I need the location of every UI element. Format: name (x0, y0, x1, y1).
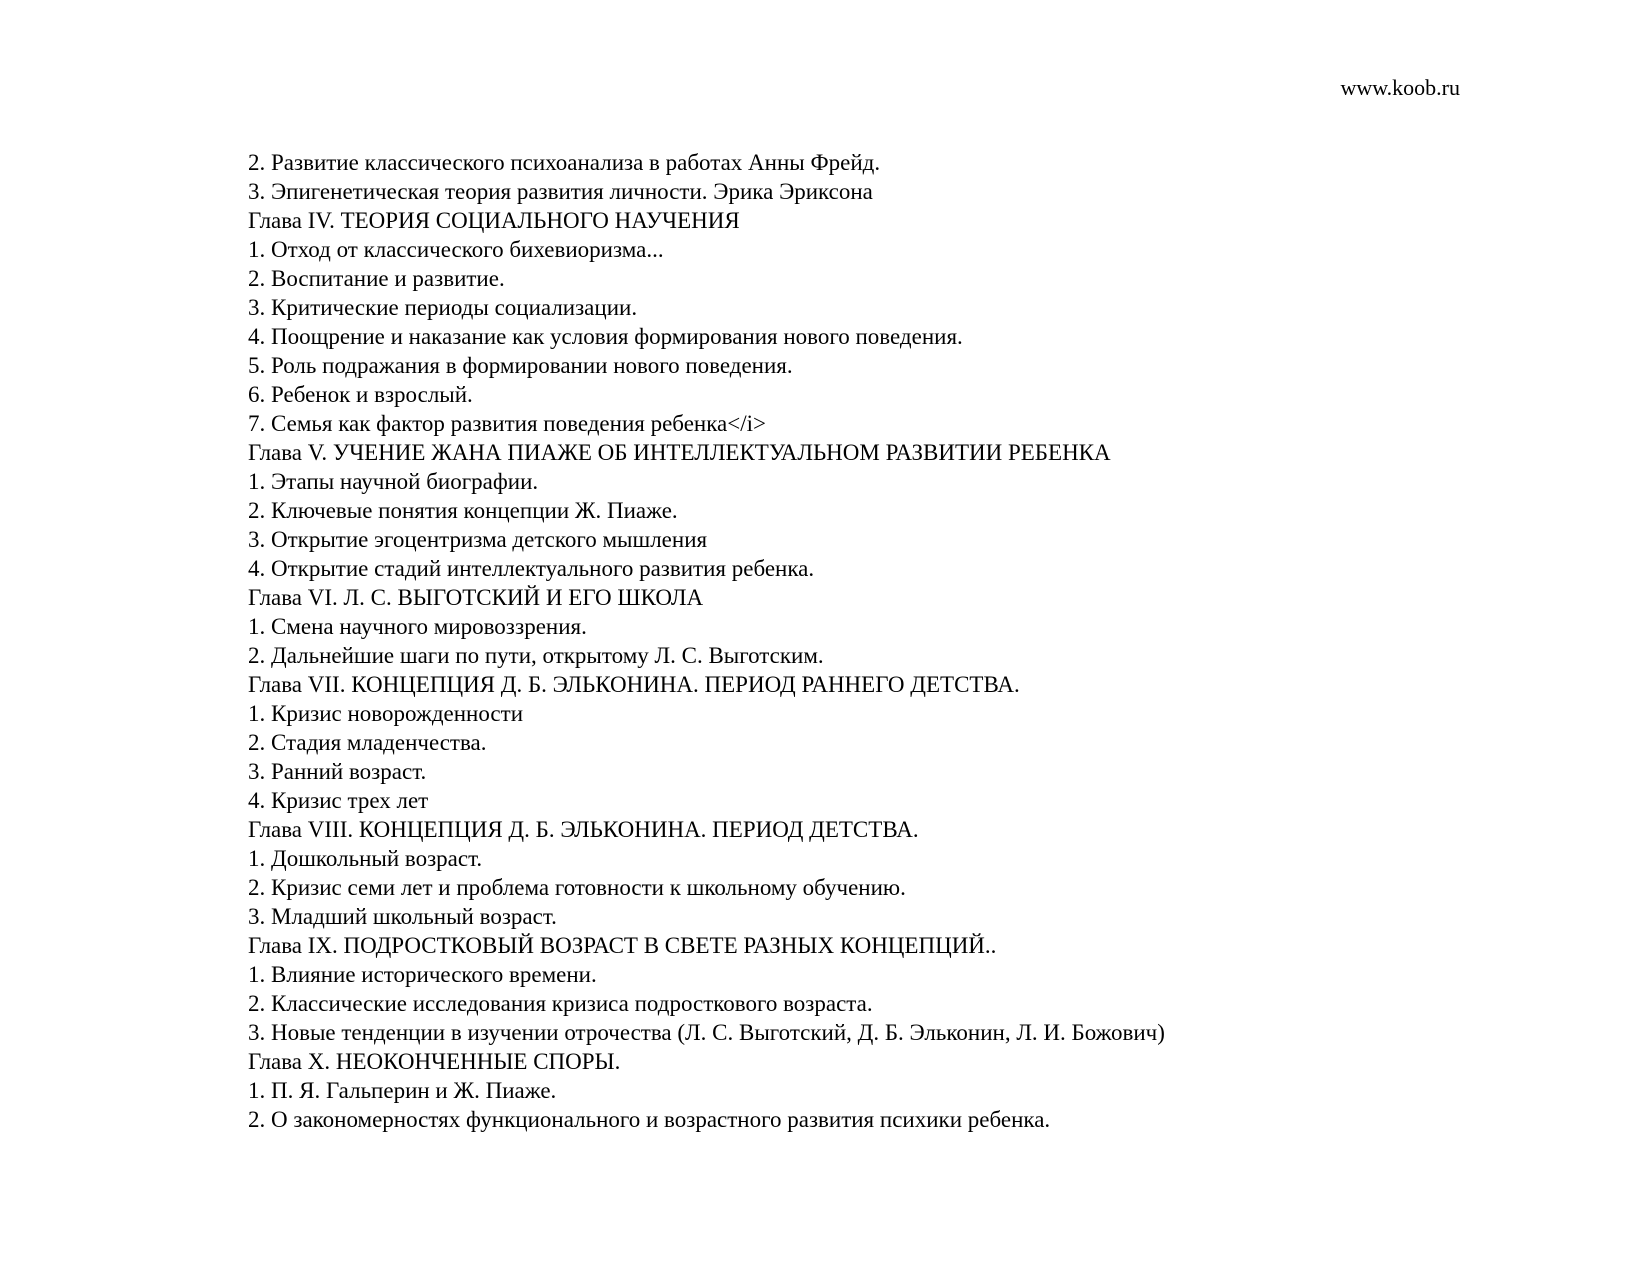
toc-chapter-heading: Глава VI. Л. С. ВЫГОТСКИЙ И ЕГО ШКОЛА (248, 585, 704, 610)
toc-chapter-heading: Глава IV. ТЕОРИЯ СОЦИАЛЬНОГО НАУЧЕНИЯ (248, 208, 740, 233)
toc-line: 1. Этапы научной биографии. (248, 469, 539, 494)
toc-line: 6. Ребенок и взрослый. (248, 382, 473, 407)
toc-line: 1. Отход от классического бихевиоризма... (248, 237, 664, 262)
toc-line: 2. Ключевые понятия концепции Ж. Пиаже. (248, 498, 678, 523)
toc-line: 2. Кризис семи лет и проблема готовности к школьному обучению. (248, 875, 906, 900)
toc-line: 2. Стадия младенчества. (248, 730, 487, 755)
toc-line: 1. Дошкольный возраст. (248, 846, 483, 871)
toc-line: 2. Воспитание и развитие. (248, 266, 505, 291)
toc-line: 3. Критические периоды социализации. (248, 295, 638, 320)
toc-line: 4. Поощрение и наказание как условия формирования нового поведения. (248, 324, 963, 349)
toc-line: 3. Новые тенденции в изучении отрочества (Л. С. Выготский, Д. Б. Эльконин, Л. И. Божович) (248, 1020, 1165, 1045)
site-url: www.koob.ru (1340, 75, 1460, 100)
toc-line: 2. Развитие классического психоанализа в работах Анны Фрейд. (248, 150, 881, 175)
toc-line: 3. Открытие эгоцентризма детского мышления (248, 527, 708, 552)
toc-line: 1. Влияние исторического времени. (248, 962, 597, 987)
table-of-contents (248, 148, 1548, 1134)
toc-line: 1. П. Я. Гальперин и Ж. Пиаже. (248, 1078, 557, 1103)
toc-line: 3. Младший школьный возраст. (248, 904, 557, 929)
toc-line: 1. Кризис новорожденности (248, 701, 524, 726)
toc-line: 5. Роль подражания в формировании нового поведения. (248, 353, 793, 378)
toc-line: 1. Смена научного мировоззрения. (248, 614, 587, 639)
toc-chapter-heading: Глава X. НЕОКОНЧЕННЫЕ СПОРЫ. (248, 1049, 621, 1074)
toc-line: 2. Классические исследования кризиса подросткового возраста. (248, 991, 873, 1016)
toc-line: 3. Эпигенетическая теория развития личности. Эрика Эриксона (248, 179, 873, 204)
toc-line: 7. Семья как фактор развития поведения ребенка</i> (248, 411, 766, 436)
toc-chapter-heading: Глава VII. КОНЦЕПЦИЯ Д. Б. ЭЛЬКОНИНА. ПЕРИОД РАННЕГО ДЕТСТВА. (248, 672, 1020, 697)
toc-line: 3. Ранний возраст. (248, 759, 427, 784)
toc-chapter-heading: Глава VIII. КОНЦЕПЦИЯ Д. Б. ЭЛЬКОНИНА. ПЕРИОД ДЕТСТВА. (248, 817, 919, 842)
toc-chapter-heading: Глава IX. ПОДРОСТКОВЫЙ ВОЗРАСТ В СВЕТЕ РАЗНЫХ КОНЦЕПЦИЙ.. (248, 933, 997, 958)
toc-line: 2. О закономерностях функционального и возрастного развития психики ребенка. (248, 1107, 1051, 1132)
toc-line: 2. Дальнейшие шаги по пути, открытому Л. С. Выготским. (248, 643, 824, 668)
toc-line: 4. Открытие стадий интеллектуального развития ребенка. (248, 556, 815, 581)
toc-line: 4. Кризис трех лет (248, 788, 429, 813)
toc-chapter-heading: Глава V. УЧЕНИЕ ЖАНА ПИАЖЕ ОБ ИНТЕЛЛЕКТУАЛЬНОМ РАЗВИТИИ РЕБЕНКА (248, 440, 1111, 465)
